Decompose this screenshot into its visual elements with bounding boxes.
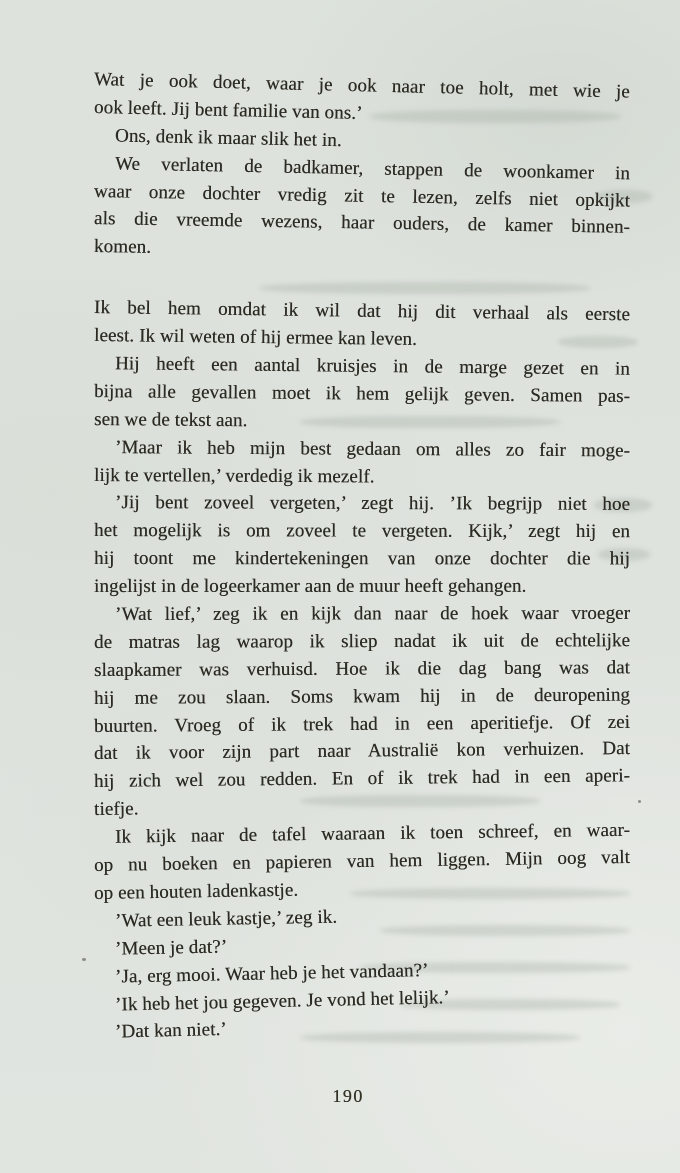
text-line: ’Meen je dat?’ (114, 936, 228, 960)
paragraph (94, 294, 630, 350)
body-text (94, 66, 630, 1047)
text-line: tiefje. (93, 798, 139, 821)
text-line: de matras lag waarop ik sliep nadat ik uit de echtelijke (93, 630, 631, 653)
paragraph (94, 1019, 630, 1047)
paragraph (93, 819, 631, 908)
text-line: het mogelijk is om zoveel te vergeten. Kijk,’ zegt hij en (93, 520, 631, 543)
text-line: ’Wat lief,’ zeg ik en kijk dan naar de hoek waar vroeger (114, 602, 631, 625)
text-line: We verlaten de badkamer, stappen de woonkamer in (114, 153, 631, 184)
text-line: ’Dat kan niet.’ (114, 1019, 227, 1043)
text-line: Ik kijk naar de tafel waaraan ik toen schreef, en waar- (114, 819, 631, 848)
text-line: hij toont me kindertekeningen van onze dochter die hij (93, 548, 631, 570)
text-line: ’Wat een leuk kastje,’ zeg ik. (114, 906, 338, 932)
text-line: ’Maar ik heb mijn best gedaan om alles zo fair moge- (114, 436, 631, 462)
text-line: buurten. Vroeg of ik trek had in een aperitiefje. Of zei (93, 711, 631, 737)
text-line: Hij heeft een aantal kruisjes in de marge gezet en in (114, 353, 631, 380)
text-line: dat ik voor zijn part naar Australië kon verhuizen. Dat (93, 738, 631, 765)
paragraph (94, 66, 630, 122)
scan-speck (82, 958, 86, 961)
paragraph (94, 601, 630, 824)
text-line: ook leeft. Jij bent familie van ons.’ (93, 96, 363, 124)
paragraph (94, 434, 630, 490)
text-line: ingelijst in de logeerkamer aan de muur heeft gehangen. (93, 575, 527, 598)
text-line: lijk te vertellen,’ verdedig ik mezelf. (93, 464, 375, 487)
text-line: Ons, denk ik maar slik het in. (114, 125, 342, 151)
scan-speck (638, 800, 641, 803)
text-line: ’Ik heb het jou gegeven. Je vond het lelijk.’ (114, 986, 450, 1016)
text-line: slaapkamer was verhuisd. Hoe ik die dag bang was dat (93, 657, 631, 681)
text-line: Ik bel hem omdat ik wil dat hij dit verhaal als eerste (93, 297, 631, 326)
text-line: hij zich wel zou redden. En of ik trek had in een aperi- (93, 765, 631, 793)
text-line: ’Ja, erg mooi. Waar heb je het vandaan?’ (114, 959, 429, 988)
text-line: Wat je ook doet, waar je ook naar toe holt, met wie je (93, 69, 631, 103)
paragraph (94, 350, 630, 434)
text-line: bijna alle gevallen moet ik hem gelijk geven. Samen pas- (93, 380, 631, 407)
text-line: sen we de tekst aan. (93, 408, 248, 432)
paragraph (94, 150, 630, 262)
page-number: 190 (332, 1086, 364, 1106)
text-line: als die vreemde wezens, haar ouders, de kamer binnen- (93, 208, 631, 239)
text-line: ’Jij bent zoveel vergeten,’ zegt hij. ’Ik begrijp niet hoe (114, 492, 631, 516)
text-line: op nu boeken en papieren van hem liggen. Mijn oog valt (93, 847, 631, 877)
text-line: waar onze dochter vredig zit te lezen, zelfs niet opkijkt (93, 180, 631, 212)
text-line: op een houten ladenkastje. (93, 879, 299, 904)
paragraph (94, 489, 630, 601)
text-line: leest. Ik wil weten of hij ermee kan leven. (93, 325, 418, 351)
text-line: hij me zou slaan. Soms kwam hij in de deuropening (93, 684, 631, 709)
text-line: komen. (93, 236, 152, 259)
